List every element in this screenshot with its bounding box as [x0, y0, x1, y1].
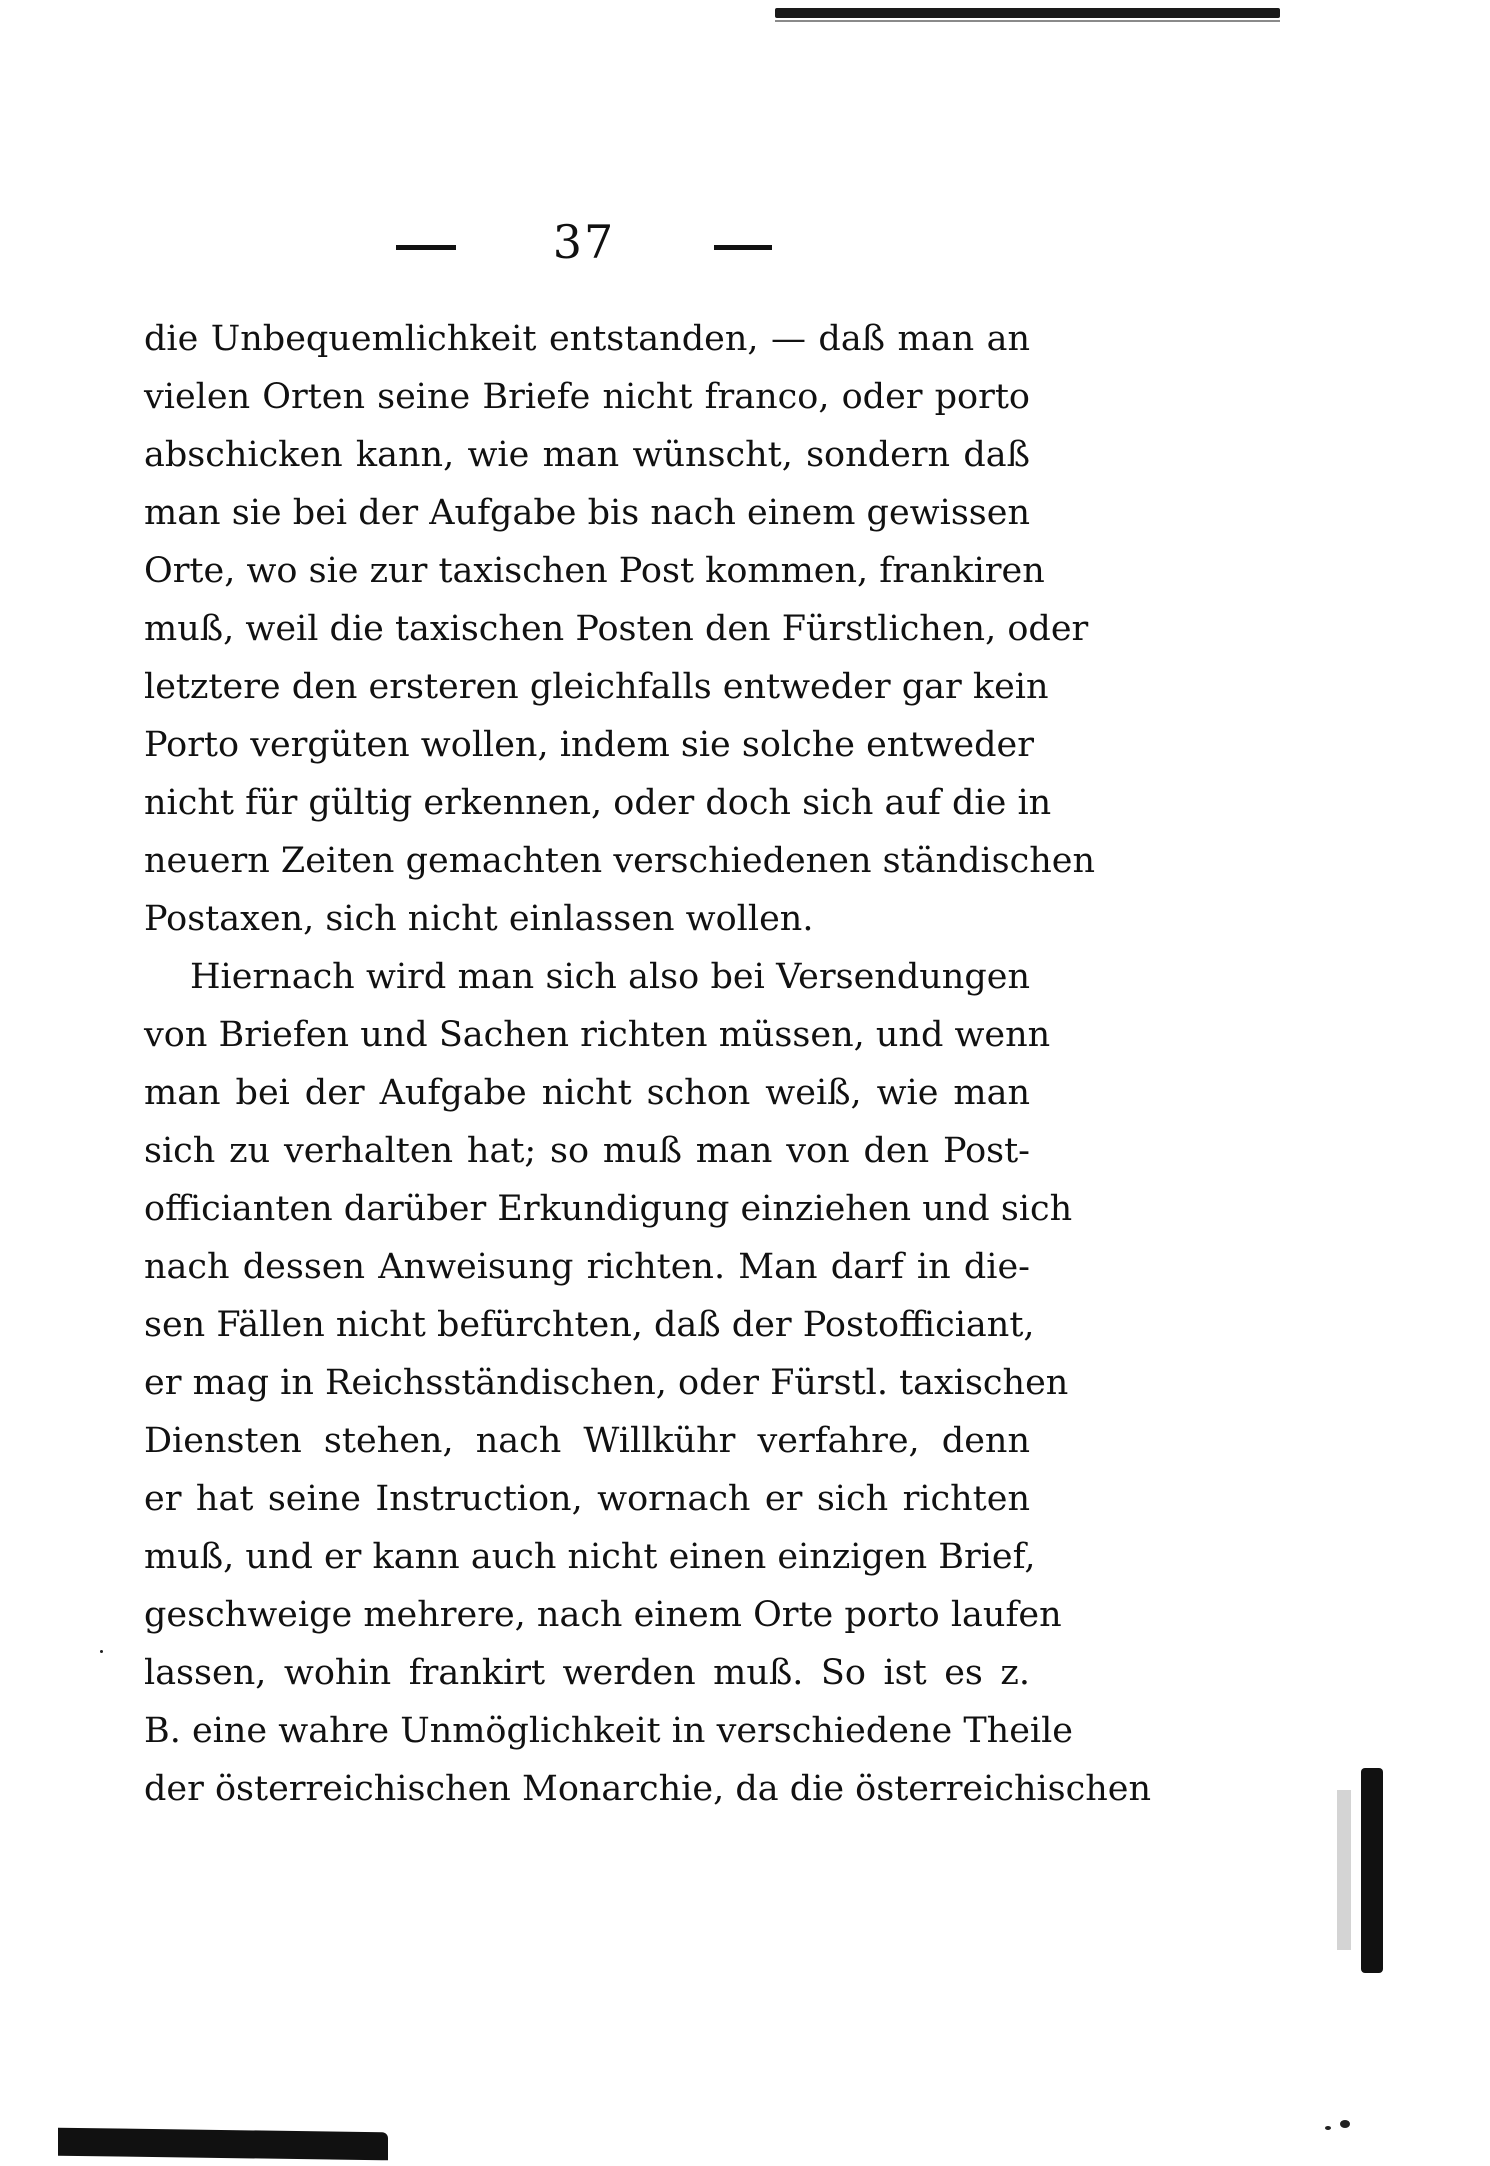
- text-line: von Briefen und Sachen richten müssen, und wenn: [144, 1015, 1051, 1055]
- scan-edge-shadow: [1337, 1790, 1351, 1950]
- text-line: abschicken kann, wie man wünscht, sondern daß: [144, 435, 1030, 475]
- scan-speck: [1325, 2126, 1331, 2130]
- body-text: [144, 310, 1152, 1818]
- text-line: Postaxen, sich nicht einlassen wollen.: [144, 899, 814, 939]
- scan-edge-rule-thin: [775, 20, 1280, 22]
- text-line: muß, weil die taxischen Posten den Fürstlichen, oder: [144, 609, 1089, 649]
- header-dash-right: [714, 245, 772, 250]
- text-line: B. eine wahre Unmöglichkeit in verschiedene Theile: [144, 1711, 1074, 1751]
- text-line: geschweige mehrere, nach einem Orte porto laufen: [144, 1595, 1062, 1635]
- text-line: die Unbequemlichkeit entstanden, — daß man an: [144, 319, 1030, 359]
- page-header: [396, 215, 776, 295]
- text-line: officianten darüber Erkundigung einziehen und sich: [144, 1189, 1073, 1229]
- text-line: der österreichischen Monarchie, da die österreichischen: [144, 1769, 1152, 1809]
- text-line: sen Fällen nicht befürchten, daß der Postofficiant,: [144, 1305, 1035, 1345]
- scan-edge-mark: [1361, 1768, 1383, 1973]
- text-line: neuern Zeiten gemachten verschiedenen ständischen: [144, 841, 1095, 881]
- text-line: Porto vergüten wollen, indem sie solche entweder: [144, 725, 1034, 765]
- scan-edge-bottom: [58, 2128, 388, 2161]
- text-line: lassen, wohin frankirt werden muß. So ist es z.: [144, 1653, 1030, 1693]
- text-line: man sie bei der Aufgabe bis nach einem gewissen: [144, 493, 1030, 533]
- text-line: Diensten stehen, nach Willkühr verfahre, denn: [144, 1421, 1030, 1461]
- text-line: letztere den ersteren gleichfalls entweder gar kein: [144, 667, 1049, 707]
- paragraph-2: [144, 948, 1152, 1818]
- text-line: man bei der Aufgabe nicht schon weiß, wie man: [144, 1073, 1030, 1113]
- text-line: sich zu verhalten hat; so muß man von den Post-: [144, 1131, 1030, 1171]
- scan-speck: [1340, 2120, 1350, 2128]
- text-line: nicht für gültig erkennen, oder doch sich auf die in: [144, 783, 1052, 823]
- text-line: er mag in Reichsständischen, oder Fürstl. taxischen: [144, 1363, 1069, 1403]
- page-number: 37: [552, 215, 616, 269]
- header-dash-left: [396, 245, 456, 250]
- scan-edge-rule: [775, 8, 1280, 18]
- paragraph-1: [144, 310, 1095, 948]
- text-line: er hat seine Instruction, wornach er sich richten: [144, 1479, 1030, 1519]
- scan-speck: [100, 1650, 103, 1653]
- text-line: vielen Orten seine Briefe nicht franco, oder porto: [144, 377, 1030, 417]
- text-line: Orte, wo sie zur taxischen Post kommen, frankiren: [144, 551, 1045, 591]
- text-line: muß, und er kann auch nicht einen einzigen Brief,: [144, 1537, 1036, 1577]
- text-line: Hiernach wird man sich also bei Versendungen: [190, 957, 1030, 997]
- text-line: nach dessen Anweisung richten. Man darf in die-: [144, 1247, 1030, 1287]
